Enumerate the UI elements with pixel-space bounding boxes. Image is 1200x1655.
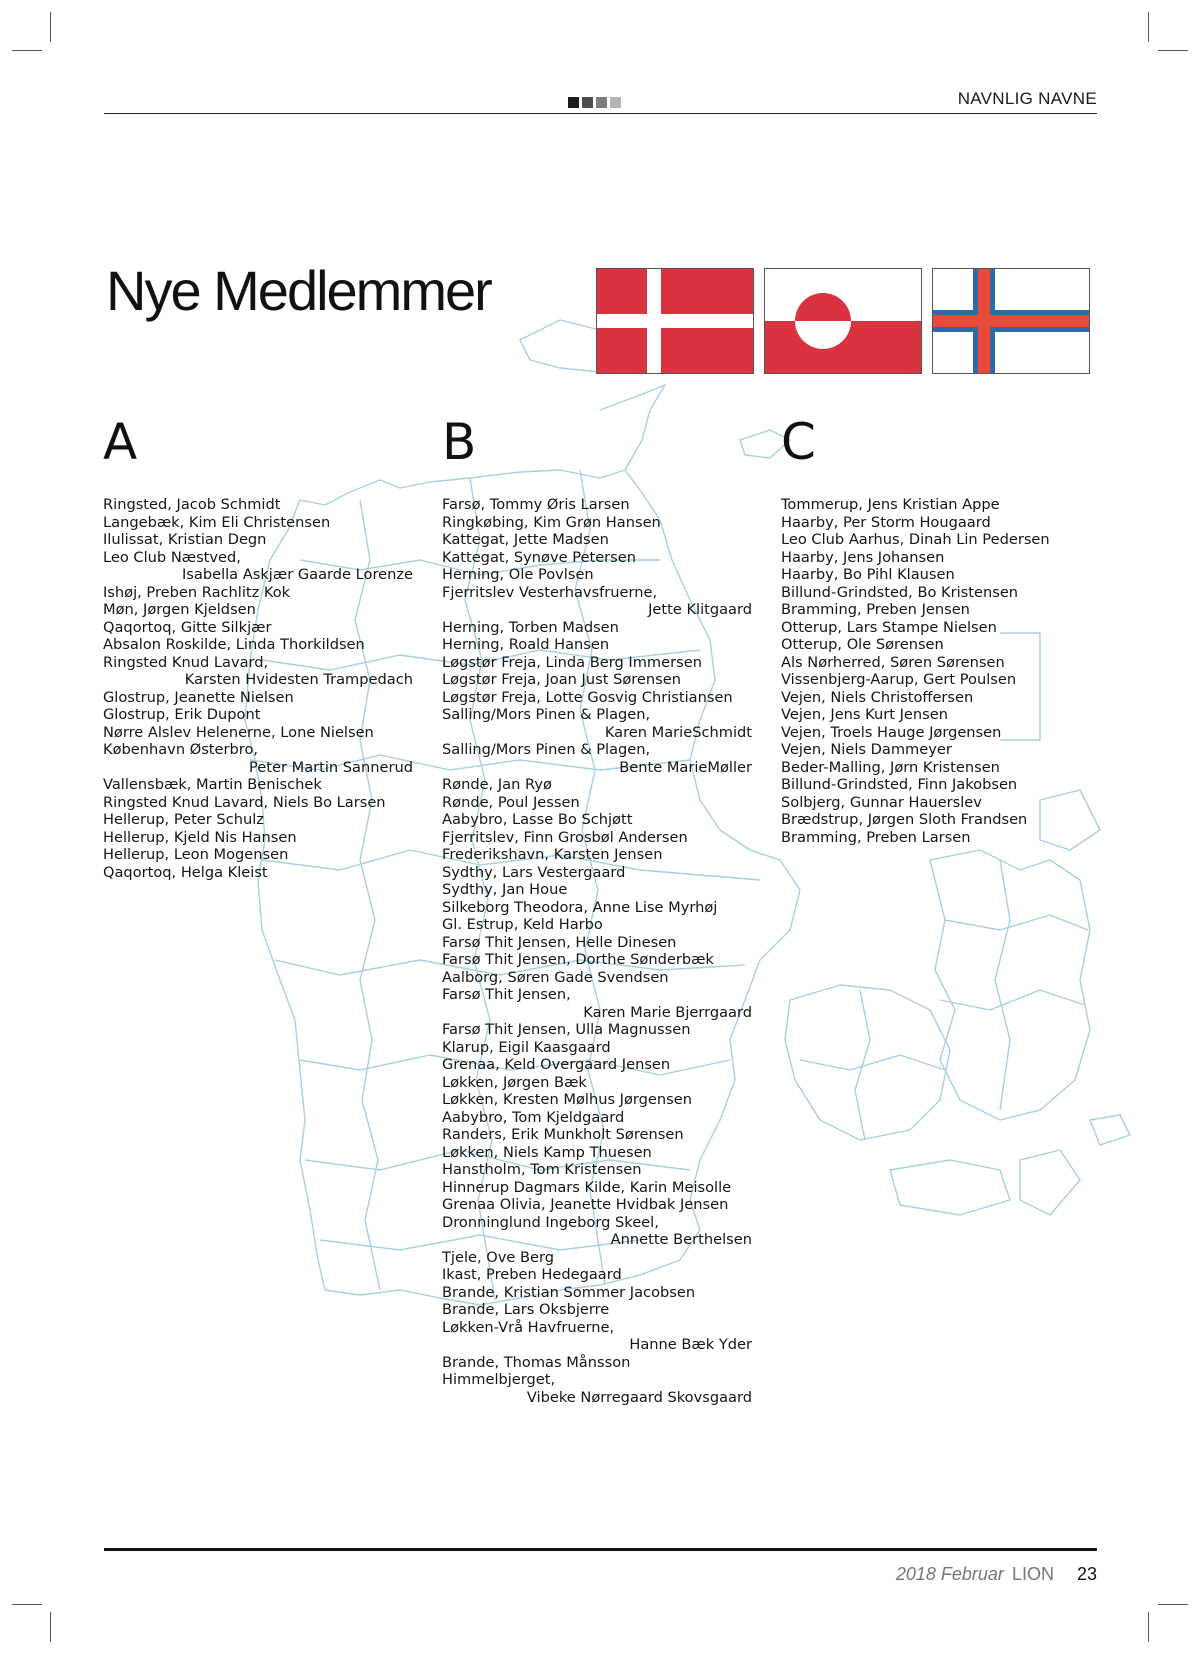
member-entry: Løkken-Vrå Havfruerne, bbox=[442, 1318, 615, 1336]
greenland-flag bbox=[764, 268, 922, 374]
member-entry: Aabybro, Lasse Bo Schjøtt bbox=[442, 811, 633, 828]
member-entry: Nørre Alslev Helenerne, Lone Nielsen bbox=[103, 723, 374, 741]
footer-publication: 2018 Februar bbox=[895, 1564, 1004, 1584]
member-entry: Otterup, Ole Sørensen bbox=[781, 636, 944, 653]
crop-mark bbox=[12, 50, 42, 51]
member-entry: Sydthy, Lars Vestergaard bbox=[442, 863, 626, 881]
member-entry: Hellerup, Leon Mogensen bbox=[103, 846, 289, 863]
crop-mark bbox=[50, 12, 51, 42]
member-entry: Tommerup, Jens Kristian Appe bbox=[781, 496, 1000, 513]
member-entry: Vallensbæk, Martin Benischek bbox=[103, 776, 322, 793]
footer-rule bbox=[104, 1548, 1097, 1551]
crop-mark bbox=[1158, 50, 1188, 51]
member-entry: Langebæk, Kim Eli Christensen bbox=[103, 513, 331, 531]
column-letter: C bbox=[781, 413, 816, 471]
member-entry: Qaqortoq, Helga Kleist bbox=[103, 863, 268, 881]
crop-mark bbox=[1148, 1612, 1149, 1642]
member-entry: Billund-Grindsted, Bo Kristensen bbox=[781, 583, 1019, 601]
denmark-flag bbox=[596, 268, 754, 374]
section-label: NAVNLIG NAVNE bbox=[957, 89, 1097, 108]
member-entry: Grenaa, Keld Overgaard Jensen bbox=[442, 1056, 671, 1073]
faroe-islands-flag bbox=[932, 268, 1090, 374]
member-entry: Vissenbjerg-Aarup, Gert Poulsen bbox=[781, 671, 1017, 688]
member-entry: Løkken, Jørgen Bæk bbox=[442, 1073, 587, 1091]
page-number: 23 bbox=[1076, 1564, 1097, 1584]
member-entry: Hanstholm, Tom Kristensen bbox=[442, 1161, 642, 1178]
member-entry-continued: Karen MarieSchmidt bbox=[604, 723, 752, 741]
member-entry: Rønde, Jan Ryø bbox=[442, 776, 552, 793]
member-entry-continued: Bente MarieMøller bbox=[619, 758, 752, 776]
member-entry: Billund-Grindsted, Finn Jakobsen bbox=[781, 776, 1018, 793]
column-letter: B bbox=[442, 413, 477, 471]
column-letter: A bbox=[103, 413, 138, 471]
member-entry: Beder-Malling, Jørn Kristensen bbox=[781, 758, 1000, 776]
member-entry-continued: Isabella Askjær Gaarde Lorenze bbox=[181, 566, 413, 583]
member-entry: Brædstrup, Jørgen Sloth Frandsen bbox=[781, 811, 1028, 828]
member-entry: Ringkøbing, Kim Grøn Hansen bbox=[442, 513, 661, 531]
member-entry-continued: Annette Berthelsen bbox=[610, 1231, 752, 1248]
member-entry: Ringsted Knud Lavard, Niels Bo Larsen bbox=[103, 793, 386, 811]
member-entry: Kattegat, Jette Madsen bbox=[442, 531, 609, 548]
page-title: Nye Medlemmer bbox=[106, 259, 491, 322]
member-entry: Hellerup, Peter Schulz bbox=[103, 811, 264, 828]
member-entry: Farsø Thit Jensen, Helle Dinesen bbox=[442, 933, 677, 951]
member-entry: Glostrup, Erik Dupont bbox=[103, 706, 261, 723]
member-entry: Hellerup, Kjeld Nis Hansen bbox=[103, 828, 297, 846]
member-list bbox=[103, 496, 413, 881]
member-entry: Haarby, Per Storm Hougaard bbox=[781, 513, 991, 531]
member-entry: Sydthy, Jan Houe bbox=[442, 881, 568, 898]
member-entry: Ikast, Preben Hedegaard bbox=[442, 1266, 622, 1283]
member-entry: Brande, Kristian Sommer Jacobsen bbox=[442, 1283, 696, 1301]
member-list bbox=[442, 496, 752, 1406]
member-entry: Løgstør Freja, Joan Just Sørensen bbox=[442, 671, 681, 688]
member-entry: Løgstør Freja, Linda Berg Immersen bbox=[442, 653, 702, 671]
member-entry: Tjele, Ove Berg bbox=[442, 1248, 554, 1266]
member-entry: Salling/Mors Pinen & Plagen, bbox=[442, 741, 651, 758]
member-entry: Gl. Estrup, Keld Harbo bbox=[442, 916, 603, 933]
member-list bbox=[781, 496, 1081, 846]
member-entry: Frederikshavn, Karsten Jensen bbox=[442, 846, 663, 863]
column-b bbox=[442, 410, 752, 1406]
column-c bbox=[781, 410, 1081, 846]
member-entry: Vejen, Niels Christoffersen bbox=[781, 688, 974, 706]
crop-mark bbox=[50, 1612, 51, 1642]
flags bbox=[596, 268, 1090, 374]
member-entry: Glostrup, Jeanette Nielsen bbox=[103, 688, 294, 706]
member-entry: Herning, Torben Madsen bbox=[442, 618, 619, 636]
member-entry: Leo Club Aarhus, Dinah Lin Pedersen bbox=[781, 531, 1050, 548]
header-rule bbox=[104, 113, 1097, 114]
member-entry: Randers, Erik Munkholt Sørensen bbox=[442, 1126, 684, 1143]
header-square bbox=[582, 97, 593, 108]
member-entry: Dronninglund Ingeborg Skeel, bbox=[442, 1213, 659, 1231]
member-entry: Løkken, Kresten Mølhus Jørgensen bbox=[442, 1091, 692, 1108]
member-entry: Løkken, Niels Kamp Thuesen bbox=[442, 1143, 652, 1161]
member-entry: Ringsted, Jacob Schmidt bbox=[103, 496, 281, 513]
member-entry: Rønde, Poul Jessen bbox=[442, 793, 580, 811]
member-entry: Haarby, Bo Pihl Klausen bbox=[781, 566, 955, 583]
member-entry: Klarup, Eigil Kaasgaard bbox=[442, 1038, 611, 1056]
member-entry: Qaqortoq, Gitte Silkjær bbox=[103, 618, 272, 636]
member-entry: Grenaa Olivia, Jeanette Hvidbak Jensen bbox=[442, 1196, 729, 1213]
member-entry: Vejen, Jens Kurt Jensen bbox=[781, 706, 948, 723]
member-entry: Bramming, Preben Jensen bbox=[781, 601, 970, 618]
header-squares bbox=[568, 97, 621, 108]
member-entry: Herning, Roald Hansen bbox=[442, 636, 610, 653]
member-entry: Brande, Thomas Månsson bbox=[442, 1353, 631, 1371]
member-entry-continued: Peter Martin Sannerud bbox=[249, 758, 413, 776]
header-square bbox=[568, 97, 579, 108]
member-entry: Als Nørherred, Søren Sørensen bbox=[781, 653, 1005, 671]
member-entry: Absalon Roskilde, Linda Thorkildsen bbox=[103, 636, 365, 653]
column-a bbox=[103, 410, 413, 881]
member-entry: Farsø Thit Jensen, bbox=[442, 986, 571, 1003]
member-entry: Vejen, Niels Dammeyer bbox=[781, 741, 952, 758]
member-entry: Hinnerup Dagmars Kilde, Karin Meisolle bbox=[442, 1178, 732, 1196]
member-entry: Bramming, Preben Larsen bbox=[781, 828, 971, 846]
footer bbox=[896, 1564, 1097, 1585]
member-entry: Løgstør Freja, Lotte Gosvig Christiansen bbox=[442, 688, 733, 706]
member-entry: Farsø Thit Jensen, Ulla Magnussen bbox=[442, 1021, 691, 1038]
member-entry: Fjerritslev, Finn Grosbøl Andersen bbox=[442, 828, 688, 846]
member-entry-continued: Vibeke Nørregaard Skovsgaard bbox=[526, 1388, 752, 1406]
member-entry: Herning, Ole Povlsen bbox=[442, 566, 594, 583]
member-entry: Kattegat, Synøve Petersen bbox=[442, 548, 637, 566]
member-entry: Solbjerg, Gunnar Hauerslev bbox=[781, 793, 982, 811]
member-entry: Silkeborg Theodora, Anne Lise Myrhøj bbox=[442, 898, 718, 916]
member-entry: Ishøj, Preben Rachlitz Kok bbox=[103, 583, 291, 601]
member-entry: Salling/Mors Pinen & Plagen, bbox=[442, 706, 651, 723]
member-entry-continued: Hanne Bæk Yder bbox=[629, 1336, 752, 1353]
member-entry: København Østerbro, bbox=[103, 741, 259, 758]
member-entry-continued: Jette Klitgaard bbox=[648, 601, 752, 618]
member-entry: Møn, Jørgen Kjeldsen bbox=[103, 601, 256, 618]
member-entry: Himmelbjerget, bbox=[442, 1371, 556, 1388]
member-entry: Ilulissat, Kristian Degn bbox=[103, 531, 267, 548]
crop-mark bbox=[1148, 12, 1149, 42]
member-entry: Brande, Lars Oksbjerre bbox=[442, 1301, 610, 1318]
header-square bbox=[610, 97, 621, 108]
crop-mark bbox=[12, 1604, 42, 1605]
member-entry-continued: Karen Marie Bjerrgaard bbox=[583, 1003, 752, 1021]
member-entry-continued: Karsten Hvidesten Trampedach bbox=[184, 671, 413, 688]
member-entry: Haarby, Jens Johansen bbox=[781, 548, 945, 566]
member-entry: Farsø Thit Jensen, Dorthe Sønderbæk bbox=[442, 951, 714, 968]
member-entry: Otterup, Lars Stampe Nielsen bbox=[781, 618, 997, 636]
member-entry: Aalborg, Søren Gade Svendsen bbox=[442, 968, 669, 986]
member-entry: Farsø, Tommy Øris Larsen bbox=[442, 496, 630, 513]
member-entry: Leo Club Næstved, bbox=[103, 548, 241, 566]
member-entry: Fjerritslev Vesterhavsfruerne, bbox=[442, 583, 658, 601]
member-entry: Ringsted Knud Lavard, bbox=[103, 653, 269, 671]
header-square bbox=[596, 97, 607, 108]
member-entry: Vejen, Troels Hauge Jørgensen bbox=[781, 723, 1002, 741]
crop-mark bbox=[1158, 1604, 1188, 1605]
footer-magazine: LION bbox=[1011, 1564, 1054, 1584]
member-entry: Aabybro, Tom Kjeldgaard bbox=[442, 1108, 625, 1126]
